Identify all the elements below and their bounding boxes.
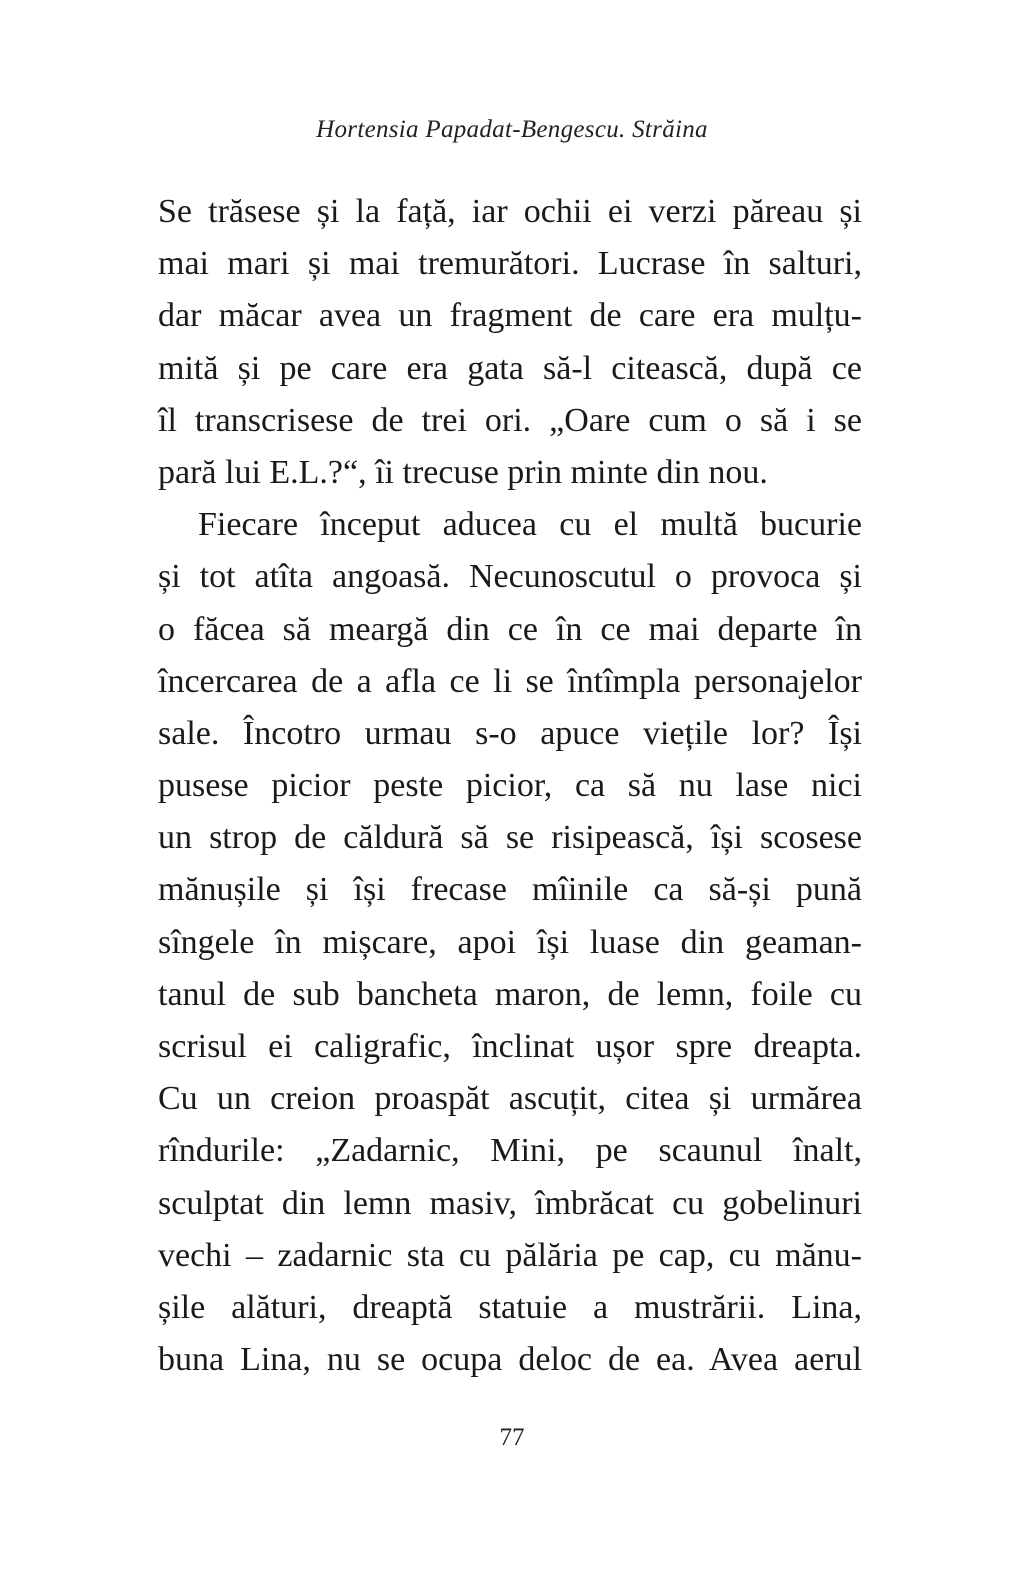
- body-text: [158, 186, 862, 1386]
- text-line: pară lui E.L.?“, îi trecuse prin minte din nou.: [158, 453, 768, 491]
- text-line: pusese picior peste picior, ca să nu lase nici: [158, 767, 862, 805]
- text-line: mănușile și își frecase mîinile ca să-și pună: [158, 871, 862, 909]
- text-line: Fiecare început aducea cu el multă bucurie: [198, 506, 862, 544]
- text-line: tanul de sub bancheta maron, de lemn, foile cu: [158, 975, 862, 1013]
- text-line: Se trăsese și la față, iar ochii ei verzi păreau și: [158, 193, 862, 230]
- text-line: rîndurile: „Zadarnic, Mini, pe scaunul înalt,: [158, 1132, 862, 1170]
- text-line: o făcea să meargă din ce în ce mai departe în: [158, 610, 862, 648]
- text-line: îl transcrisese de trei ori. „Oare cum o să i se: [158, 401, 862, 439]
- text-line: sîngele în mișcare, apoi își luase din geaman-: [158, 923, 862, 961]
- text-line: scrisul ei caligrafic, înclinat ușor spre dreapta.: [158, 1028, 862, 1065]
- text-line: încercarea de a afla ce li se întîmpla personajelor: [158, 662, 862, 700]
- text-line: șile alături, dreaptă statuie a mustrării. Lina,: [158, 1288, 862, 1326]
- text-line: vechi – zadarnic sta cu pălăria pe cap, cu mănu-: [158, 1236, 862, 1274]
- text-line: sculptat din lemn masiv, îmbrăcat cu gobelinuri: [158, 1184, 862, 1222]
- text-line: și tot atîta angoasă. Necunoscutul o provoca și: [158, 558, 862, 596]
- text-line: mită și pe care era gata să-l citească, după ce: [158, 349, 862, 387]
- running-head: Hortensia Papadat-Bengescu. Străina: [316, 116, 708, 143]
- text-line: mai mari și mai tremurători. Lucrase în salturi,: [158, 245, 862, 283]
- text-line: un strop de căldură să se risipească, își scosese: [158, 819, 862, 857]
- text-line: buna Lina, nu se ocupa deloc de ea. Avea aerul: [158, 1341, 862, 1379]
- text-line: Cu un creion proaspăt ascuțit, citea și urmărea: [158, 1080, 862, 1118]
- text-line: dar măcar avea un fragment de care era mulțu-: [158, 297, 862, 335]
- text-line: sale. Încotro urmau s-o apuce viețile lor? Își: [158, 714, 862, 752]
- page-number: 77: [499, 1424, 525, 1451]
